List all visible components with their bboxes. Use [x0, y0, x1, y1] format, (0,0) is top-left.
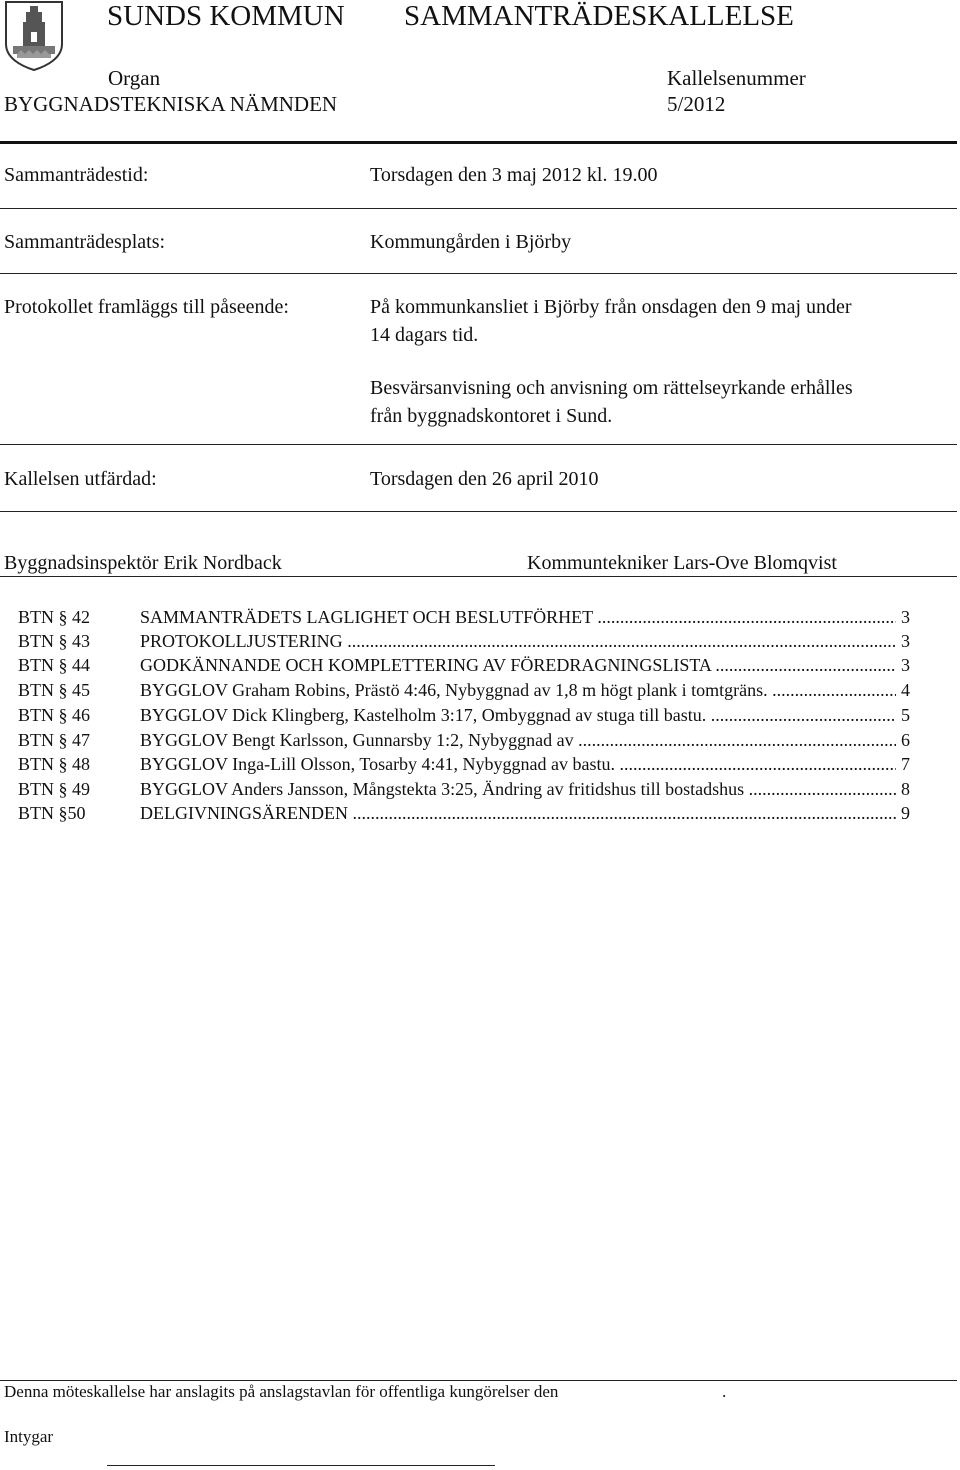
- agenda-item[interactable]: [18, 631, 910, 655]
- agenda-item-number: BTN §50: [18, 803, 86, 823]
- agenda-item[interactable]: [18, 730, 910, 754]
- agenda-item-page: 8: [901, 779, 910, 799]
- agenda-item-title: BYGGLOV Inga-Lill Olsson, Tosarby 4:41, Nybyggnad av bastu. .....: [140, 754, 896, 775]
- appeal-info-line2: från byggnadskontoret i Sund.: [370, 405, 613, 427]
- divider: [0, 208, 957, 209]
- meeting-time-label: Sammanträdestid:: [4, 164, 149, 186]
- agenda-item-page: 3: [901, 631, 910, 651]
- agenda-item-number: BTN § 47: [18, 730, 90, 750]
- document-type-title: SAMMANTRÄDESKALLELSE: [404, 0, 794, 32]
- agenda-item-title: GODKÄNNANDE OCH KOMPLETTERING AV FÖREDRAGNINGSLISTA .....: [140, 655, 896, 676]
- agenda-item-number: BTN § 43: [18, 631, 90, 651]
- agenda-item-page: 3: [901, 655, 910, 675]
- agenda-item-number: BTN § 42: [18, 607, 90, 627]
- agenda-item-number: BTN § 48: [18, 754, 90, 774]
- issued-value: Torsdagen den 26 april 2010: [370, 468, 599, 490]
- agenda-item[interactable]: [18, 655, 910, 679]
- agenda-item-number: BTN § 44: [18, 655, 90, 675]
- agenda-item-page: 6: [901, 730, 910, 750]
- agenda-item[interactable]: [18, 607, 910, 631]
- agenda-item-page: 5: [901, 705, 910, 725]
- meeting-place-label: Sammanträdesplats:: [4, 231, 166, 253]
- agenda-item-title: BYGGLOV Graham Robins, Prästö 4:46, Nybyggnad av 1,8 m högt plank i tomtgräns. .....: [140, 680, 896, 701]
- agenda-item-title: SAMMANTRÄDETS LAGLIGHET OCH BESLUTFÖRHET .....: [140, 607, 896, 628]
- agenda-item[interactable]: [18, 705, 910, 729]
- posting-date-end: .: [722, 1382, 727, 1401]
- agenda-item-title: BYGGLOV Bengt Karlsson, Gunnarsby 1:2, Nybyggnad av .....: [140, 730, 896, 751]
- protocol-value-line1: På kommunkansliet i Björby från onsdagen den 9 maj under: [370, 296, 852, 318]
- organ-label: Organ: [108, 66, 161, 90]
- meeting-time-value: Torsdagen den 3 maj 2012 kl. 19.00: [370, 164, 658, 186]
- protocol-value-line2: 14 dagars tid.: [370, 324, 479, 346]
- appeal-info-line1: Besvärsanvisning och anvisning om rättelseyrkande erhålles: [370, 377, 853, 399]
- municipality-name: SUNDS KOMMUN: [107, 0, 345, 32]
- header-divider: [0, 141, 957, 144]
- organ-value: BYGGNADSTEKNISKA NÄMNDEN: [4, 92, 338, 116]
- protocol-label: Protokollet framläggs till påseende:: [4, 296, 289, 318]
- agenda-item-number: BTN § 45: [18, 680, 90, 700]
- divider: [0, 511, 957, 512]
- issued-label: Kallelsen utfärdad:: [4, 468, 157, 490]
- agenda-item-page: 9: [901, 803, 910, 823]
- meeting-place-value: Kommungården i Björby: [370, 231, 572, 253]
- divider: [0, 444, 957, 445]
- agenda-item-title: DELGIVNINGSÄRENDEN .....: [140, 803, 896, 824]
- agenda-item-title: BYGGLOV Anders Jansson, Mångstekta 3:25, Ändring av fritidshus till bostadshus .....: [140, 779, 896, 800]
- agenda-item-title: BYGGLOV Dick Klingberg, Kastelholm 3:17, Ombyggnad av stuga till bastu. .....: [140, 705, 896, 726]
- agenda-item-page: 3: [901, 607, 910, 627]
- posting-notice: Denna möteskallelse har anslagits på anslagstavlan för offentliga kungörelser den: [4, 1382, 559, 1401]
- agenda-item[interactable]: [18, 779, 910, 803]
- certificate-label: Intygar: [4, 1427, 54, 1446]
- agenda-item-title: PROTOKOLLJUSTERING .....: [140, 631, 896, 652]
- agenda-item-number: BTN § 49: [18, 779, 90, 799]
- agenda-item[interactable]: [18, 803, 910, 827]
- agenda-item-number: BTN § 46: [18, 705, 90, 725]
- notice-number-label: Kallelsenummer: [667, 66, 806, 90]
- signature-divider: [0, 576, 957, 577]
- agenda-item-page: 7: [901, 754, 910, 774]
- notice-number-value: 5/2012: [667, 92, 726, 116]
- signature-municipal-engineer: Kommuntekniker Lars-Ove Blomqvist: [527, 552, 837, 574]
- footer-divider: [0, 1380, 957, 1381]
- agenda-item[interactable]: [18, 754, 910, 778]
- divider: [0, 273, 957, 274]
- signature-building-inspector: Byggnadsinspektör Erik Nordback: [4, 552, 282, 574]
- agenda-item-page: 4: [901, 680, 910, 700]
- certificate-signature-line: [107, 1465, 495, 1466]
- agenda-item[interactable]: [18, 680, 910, 704]
- municipal-coat-of-arms-icon: [3, 0, 65, 72]
